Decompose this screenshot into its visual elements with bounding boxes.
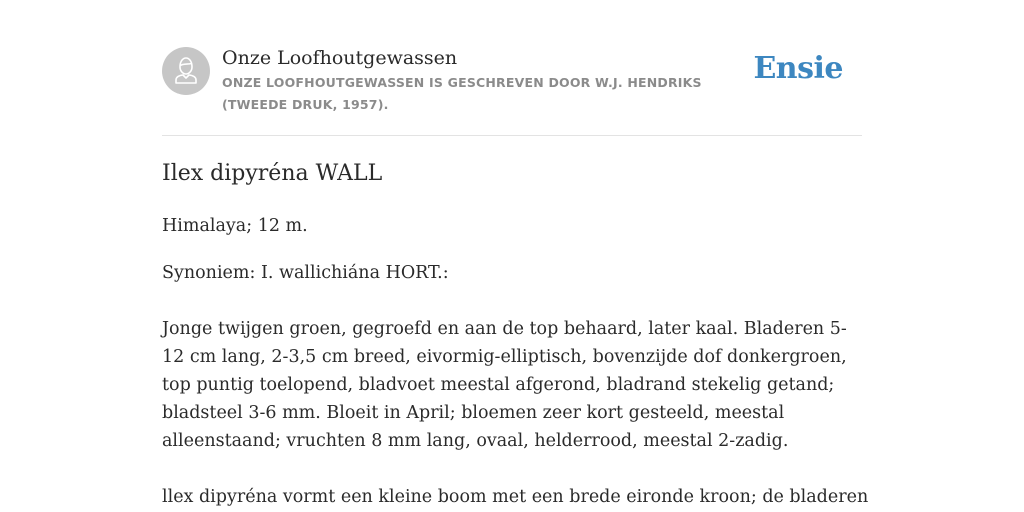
article-paragraph: Synoniem: I. wallichiána HORT.:	[162, 263, 449, 283]
article-paragraph: Jonge twijgen groen, gegroefd en aan de top behaard, later kaal. Bladeren 5-12 cm lang, 2-3,5 cm breed, eivormig-elliptisch, bovenzijde dof donkergroen, top puntig toelopend, bladvoet meestal afgerond, bladrand stekelig getand; bladsteel 3-6 mm. Bloeit in April; bloemen zeer kort gesteeld, meestal alleenstaand; vruchten 8 mm lang, ovaal, helderrood, meestal 2-zadig.	[162, 319, 847, 451]
article-paragraph: Himalaya; 12 m.	[162, 216, 308, 236]
user-silhouette-icon	[162, 47, 210, 95]
source-title[interactable]: Onze Loofhoutgewassen	[222, 47, 458, 69]
avatar[interactable]	[162, 47, 210, 95]
ensie-logo[interactable]: Ensie	[753, 51, 843, 86]
article-title: Ilex dipyréna WALL	[162, 161, 383, 186]
source-header	[162, 0, 862, 136]
source-description: ONZE LOOFHOUTGEWASSEN IS GESCHREVEN DOOR W.J. HENDRIKS (TWEEDE DRUK, 1957).	[222, 75, 702, 112]
article-paragraph: llex dipyréna vormt een kleine boom met een brede eironde kroon; de bladeren	[162, 487, 869, 507]
page-container	[162, 0, 869, 507]
